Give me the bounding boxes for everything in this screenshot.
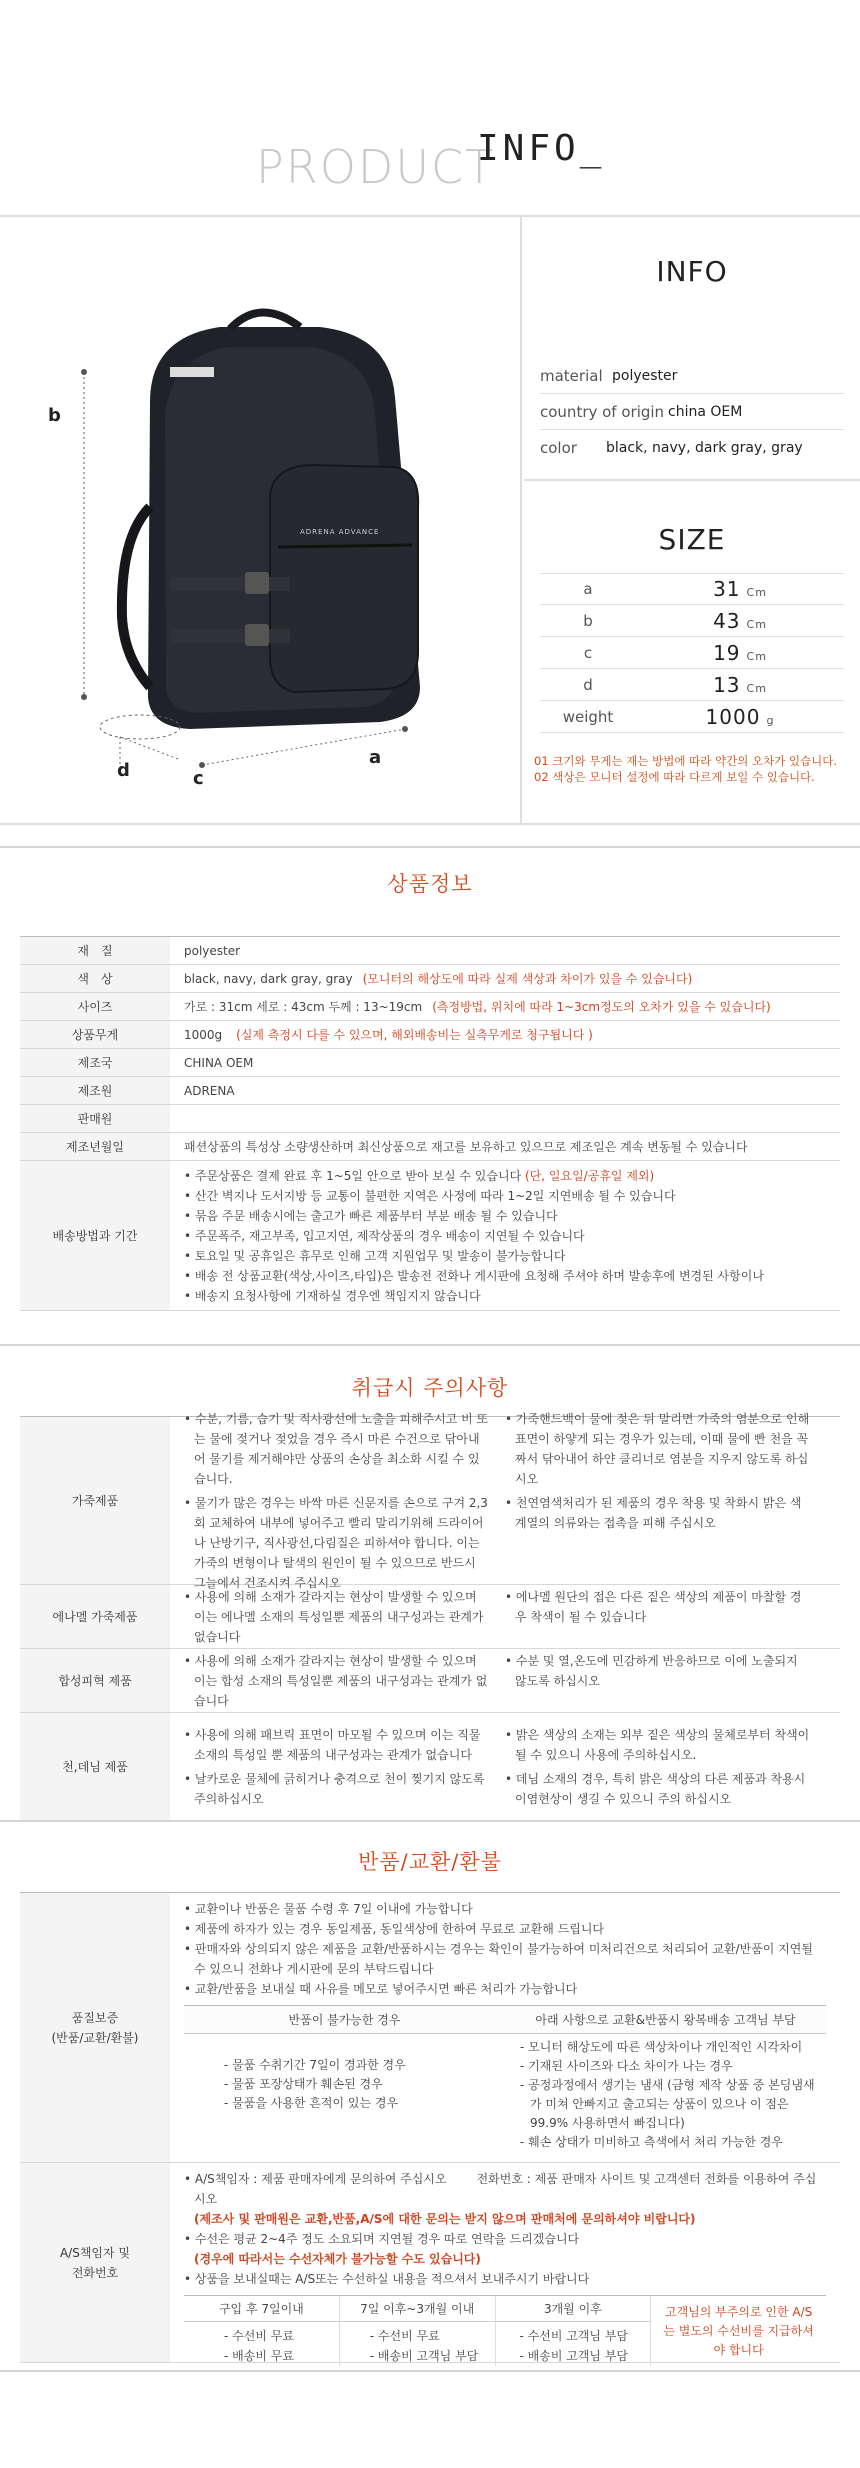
- care-item: • 수분, 기름, 습기 및 직사광선에 노출을 피해주시고 비 또는 물에 젖거나 젖었을 경우 즉시 마른 수건으로 닦아내어 물기를 제거해야만 상품의 손상을 최소화 시킬 수 있습니다.: [184, 1411, 489, 1486]
- refund-right-text: 공정과정에서 생기는 냄새 (금형 제작 상품 중 본딩냄새가 미쳐 안빠지고 출고되는 상품이 있으나 이 점은 99.9% 사용하면서 빠집니다): [528, 2078, 815, 2130]
- as-value: [170, 2163, 840, 2362]
- spec-text: ADRENA: [184, 1083, 235, 1098]
- care-col-left: [184, 1409, 505, 1593]
- as-col-body: - 수선비 무료 - 배송비 무료: [224, 2329, 294, 2363]
- care-item: • 에나멜 원단의 접은 다른 짙은 색상의 제품이 마찰할 경우 착색이 될 수 있습니다: [505, 1589, 802, 1624]
- spec-row: [20, 1105, 840, 1133]
- refund-item: • 교환이나 반품은 물품 수령 후 7일 이내에 가능합니다: [184, 1902, 473, 1916]
- shipping-text: 토요일 및 공휴일은 휴무로 인해 고객 지원업무 및 발송이 불가능합니다: [194, 1248, 566, 1263]
- size-row-a: [540, 573, 844, 605]
- size-value: [636, 673, 844, 697]
- care-value: [170, 1713, 840, 1820]
- spec-key: 색 상: [20, 965, 170, 992]
- header-product: PRODUCT: [256, 140, 496, 194]
- spec-text: black, navy, dark gray, gray: [184, 971, 353, 986]
- shipping-item: • 묶음 주문 배송시에는 출고가 빠른 제품부터 부분 배송 될 수 있습니다: [184, 1208, 558, 1223]
- size-note-1: 01 크기와 무게는 재는 방법에 따라 약간의 오차가 있습니다.: [534, 754, 838, 768]
- as-text: A/S책임자 : 제품 판매자에게 문의하여 주십시오: [194, 2172, 447, 2186]
- spec-row: [20, 993, 840, 1021]
- as-phone-text: 전화번호 : 제품 판매자 사이트 및 고객센터 전화를 이용하여 주십시오: [194, 2172, 817, 2206]
- refund-right-text: 기재된 사이즈와 다소 차이가 나는 경우: [528, 2059, 733, 2073]
- care-text: 사용에 의해 소재가 갈라지는 현상이 발생할 수 있으며 이는 합성 소재의 특성일뿐 제품의 내구성과는 관계가 없습니다: [194, 1653, 488, 1708]
- shipping-item: • 주문상품은 결제 완료 후 1~5일 안으로 받아 보실 수 있습니다 (단, 일요일/공휴일 제외): [184, 1168, 655, 1183]
- info-value: china OEM: [668, 403, 743, 420]
- as-item: • A/S책임자 : 제품 판매자에게 문의하여 주십시오 전화번호 : 제품 판매자 사이트 및 고객센터 전화를 이용하여 주십시오: [184, 2172, 817, 2206]
- as-text: 상품을 보내실때는 A/S또는 수선하실 내용을 적으셔서 보내주시기 바랍니다: [194, 2272, 590, 2286]
- refund-text: 판매자와 상의되지 않은 제품을 교환/반품하시는 경우는 확인이 불가능하여 미처리건으로 처리되어 교환/반품이 지연될 수 있으니 전화나 게시판에 문의 부탁드립니다: [194, 1942, 813, 1976]
- as-note: (경우에 따라서는 수선자체가 불가능할 수도 있습니다): [194, 2252, 481, 2266]
- size-row-c: [540, 637, 844, 669]
- size-note-2: 02 색상은 모니터 설정에 따라 다르게 보일 수 있습니다.: [534, 770, 815, 784]
- shipping-item: • 배송지 요청사항에 기재하실 경우엔 책임지지 않습니다: [184, 1288, 481, 1303]
- care-col-right: [505, 1587, 826, 1647]
- as-col-body: - 수선비 고객님 부담 - 배송비 고객님 부담: [519, 2329, 629, 2363]
- refund-left-text: 물품을 사용한 흔적이 있는 경우: [232, 2096, 399, 2110]
- care-text: 날카로운 물체에 긁히거나 충격으로 천이 찢기지 않도록 주의하십시오: [194, 1771, 485, 1806]
- care-table: [20, 1411, 840, 1821]
- size-key: a: [583, 580, 593, 598]
- shipping-text: 산간 벽지나 도서지방 등 교통이 불편한 지역은 사정에 따라 1~2일 지연배송 될 수 있습니다: [194, 1188, 676, 1203]
- size-title: SIZE: [658, 523, 726, 556]
- refund-row-quality: [20, 1893, 840, 2163]
- size-unit: Cm: [746, 586, 767, 599]
- spec-value: [170, 1077, 840, 1104]
- shipping-text: 주문폭주, 재고부족, 입고지연, 제작상품의 경우 배송이 지연될 수 있습니다: [194, 1228, 585, 1243]
- shipping-list: [170, 1161, 840, 1310]
- care-text: 에나멜 원단의 접은 다른 짙은 색상의 제품이 마찰할 경우 착색이 될 수 있습니다: [515, 1589, 802, 1624]
- bag-logo: ADRENA: [172, 362, 201, 369]
- as-warning: 고객님의 부주의로 인한 A/S는 별도의 수선비를 지급하셔야 합니다: [663, 2304, 814, 2357]
- refund-right-item: - 공정과정에서 생기는 냄새 (금형 제작 상품 중 본딩냄새가 미쳐 안빠지고 출고되는 상품이 있으나 이 점은 99.9% 사용하면서 빠집니다): [520, 2078, 815, 2130]
- spec-row: [20, 965, 840, 993]
- as-col-body: - 수선비 무료 - 배송비 고객님 부담: [369, 2329, 479, 2363]
- spec-value: [170, 1049, 840, 1076]
- care-item: • 수분 및 열,온도에 민감하게 반응하므로 이에 노출되지 않도록 하십시오: [505, 1653, 798, 1688]
- size-key: b: [583, 611, 593, 630]
- info-row-color: [540, 430, 844, 466]
- size-row-weight: [540, 701, 844, 733]
- care-col-left: [184, 1587, 505, 1647]
- shipping-note: (단, 일요일/공휴일 제외): [525, 1168, 655, 1183]
- refund-right-text: 훼손 상태가 미비하고 측색에서 처리 가능한 경우: [528, 2135, 783, 2149]
- page-header: [0, 0, 860, 215]
- dim-label-a: a: [369, 747, 382, 768]
- care-col-left: [184, 1725, 505, 1809]
- size-value: [636, 577, 844, 601]
- size-value: [636, 705, 844, 729]
- care-col-right: [505, 1409, 826, 1593]
- spec-value: [170, 1021, 840, 1048]
- care-value: [170, 1649, 840, 1712]
- care-columns: [170, 1715, 840, 1819]
- care-text: 사용에 의해 패브릭 표면이 마모될 수 있으며 이는 직물 소재의 특성일 뿐 제품의 내구성과는 관계가 없습니다: [194, 1727, 481, 1762]
- backpack-illustration: [0, 217, 522, 823]
- refund-subtable-header: [184, 2006, 826, 2034]
- refund-text: 교환/반품을 보내실 때 사유를 메모로 넣어주시면 빠른 처리가 가능합니다: [194, 1982, 578, 1996]
- spec-row: [20, 1077, 840, 1105]
- info-row-origin: [540, 394, 844, 430]
- dim-label-d: d: [117, 760, 130, 781]
- info-key: material: [540, 366, 603, 385]
- care-value: [170, 1411, 840, 1590]
- spec-note: (측정방법, 위치에 따라 1~3cm정도의 오차가 있을 수 있습니다): [432, 999, 771, 1014]
- refund-key: A/S책임자 및 전화번호: [20, 2163, 170, 2362]
- spec-row: [20, 1133, 840, 1161]
- care-col-left: [184, 1651, 505, 1711]
- shipping-text: 배송지 요청사항에 기재하실 경우엔 책임지지 않습니다: [194, 1288, 481, 1303]
- care-section: [0, 1348, 860, 1822]
- spec-key: 제조년월일: [20, 1133, 170, 1160]
- shipping-text: 묶음 주문 배송시에는 출고가 빠른 제품부터 부분 배송 될 수 있습니다: [194, 1208, 558, 1223]
- care-item: • 천연염색처리가 된 제품의 경우 착용 및 착화시 밝은 색 계열의 의류와는 접촉을 피해 주십시오: [505, 1495, 802, 1530]
- product-overview: [0, 215, 860, 825]
- care-title: 취급시 주의사항: [351, 1376, 509, 1400]
- as-cost-text: 수선비 무료: [232, 2329, 294, 2343]
- as-col-header: 3개월 이후: [496, 2296, 651, 2322]
- spec-value: [170, 1105, 840, 1132]
- spec-key: 사이즈: [20, 993, 170, 1020]
- info-key: country of origin: [540, 402, 665, 421]
- info-box: [524, 217, 860, 481]
- refund-header-right: 아래 사항으로 교환&반품시 왕복배송 고객님 부담: [535, 2012, 796, 2027]
- refund-value: [170, 1893, 840, 2162]
- refund-item: • 판매자와 상의되지 않은 제품을 교환/반품하시는 경우는 확인이 불가능하여 미처리건으로 처리되어 교환/반품이 지연될 수 있으니 전화나 게시판에 문의 부탁드립니다: [184, 1942, 813, 1976]
- care-text: 천연염색처리가 된 제품의 경우 착용 및 착화시 밝은 색 계열의 의류와는 접촉을 피해 주십시오: [515, 1495, 802, 1530]
- size-unit: Cm: [746, 681, 767, 695]
- spec-text: polyester: [184, 943, 241, 958]
- refund-item: • 교환/반품을 보내실 때 사유를 메모로 넣어주시면 빠른 처리가 가능합니다: [184, 1982, 578, 1996]
- refund-section: [0, 1822, 860, 2372]
- shipping-item: • 산간 벽지나 도서지방 등 교통이 불편한 지역은 사정에 따라 1~2일 지연배송 될 수 있습니다: [184, 1188, 676, 1203]
- as-col-3: [496, 2296, 652, 2366]
- info-key: color: [540, 439, 577, 457]
- shipping-item: • 토요일 및 공휴일은 휴무로 인해 고객 지원업무 및 발송이 불가능합니다: [184, 1248, 566, 1263]
- care-text: 밝은 색상의 소재는 외부 짙은 색상의 물체로부터 착색이 될 수 있으니 사용에 주의하십시오.: [515, 1727, 810, 1762]
- care-text: 수분, 기름, 습기 및 직사광선에 노출을 피해주시고 비 또는 물에 젖거나 젖었을 경우 즉시 마른 수건으로 닦아내어 물기를 제거해야만 상품의 손상을 최소화 시킬 수 있습니다.: [194, 1411, 489, 1486]
- spec-key: 상품무게: [20, 1021, 170, 1048]
- care-item: • 날카로운 물체에 긁히거나 충격으로 천이 찢기지 않도록 주의하십시오: [184, 1771, 485, 1806]
- care-item: • 사용에 의해 소재가 갈라지는 현상이 발생할 수 있으며 이는 에나멜 소재의 특성일뿐 제품의 내구성과는 관계가 없습니다: [184, 1589, 484, 1644]
- care-key: 합성피혁 제품: [20, 1649, 170, 1712]
- info-title: INFO: [656, 255, 728, 288]
- as-cost-text: 배송비 고객님 부담: [377, 2349, 479, 2363]
- refund-left-item: - 물품 포장상태가 훼손된 경우: [224, 2077, 383, 2091]
- shipping-text: 주문상품은 결제 완료 후 1~5일 안으로 받아 보실 수 있습니다: [194, 1168, 525, 1183]
- refund-key: 품질보증 (반품/교환/환불): [20, 1893, 170, 2162]
- size-unit: Cm: [746, 649, 767, 663]
- refund-text: 제품에 하자가 있는 경우 동일제품, 동일색상에 한하여 무료로 교환해 드립니다: [194, 1922, 604, 1936]
- as-item: • 수선은 평균 2~4주 정도 소요되며 지연될 경우 따로 연락을 드리겠습니다: [184, 2232, 580, 2246]
- shipping-text: 배송 전 상품교환(색상,사이즈,타입)은 발송전 전화나 게시판에 요청해 주셔야 하며 발송후에 변경된 사항이나: [194, 1268, 764, 1283]
- refund-text: 교환이나 반품은 물품 수령 후 7일 이내에 가능합니다: [194, 1902, 473, 1916]
- info-value: polyester: [612, 367, 678, 384]
- refund-title: 반품/교환/환불: [358, 1850, 502, 1874]
- size-number: 13: [713, 672, 741, 697]
- spec-value: [170, 993, 840, 1020]
- refund-right-text: 모니터 해상도에 따른 색상차이나 개인적인 시각차이: [528, 2040, 803, 2054]
- dim-label-c: c: [193, 768, 204, 789]
- spec-text: CHINA OEM: [184, 1055, 254, 1070]
- care-key: 에나멜 가죽제품: [20, 1585, 170, 1648]
- care-key: 천,데님 제품: [20, 1713, 170, 1820]
- care-col-right: [505, 1651, 826, 1711]
- spec-row-shipping: [20, 1161, 840, 1311]
- spec-key: 배송방법과 기간: [20, 1161, 170, 1310]
- size-unit: Cm: [746, 617, 767, 631]
- care-row: [20, 1713, 840, 1821]
- care-value: [170, 1585, 840, 1648]
- as-item: • 상품을 보내실때는 A/S또는 수선하실 내용을 적으셔서 보내주시기 바랍니다: [184, 2272, 590, 2286]
- refund-left-text: 물품 수취기간 7일이 경과한 경우: [232, 2058, 406, 2072]
- size-value: [636, 609, 844, 633]
- size-key: c: [583, 643, 593, 662]
- size-number: 31: [713, 577, 741, 601]
- care-text: 데님 소재의 경우, 특히 밝은 색상의 다른 제품과 착용시 이염현상이 생길 수 있으니 주의 하십시오: [515, 1771, 806, 1806]
- bag-brand-text: ADRENA ADVANCE: [300, 528, 380, 536]
- care-text: 가죽핸드백이 물에 젖은 뒤 말리면 가죽의 염분으로 인해 표면이 하얗게 되는 경우가 있는데, 이때 물에 빤 천을 꼭 짜서 닦아내어 하얀 클리너로 염분을 지우지 않도록 하십시오: [515, 1411, 810, 1486]
- refund-right-item: - 기재된 사이즈와 다소 차이가 나는 경우: [520, 2059, 733, 2073]
- as-cost-text: 수선비 고객님 부담: [527, 2329, 629, 2343]
- refund-header-left: 반품이 불가능한 경우: [288, 2012, 401, 2027]
- refund-left-list: [184, 2034, 520, 2152]
- as-col-1: [184, 2296, 340, 2366]
- spec-section: [0, 846, 860, 1346]
- size-row-b: [540, 605, 844, 637]
- refund-table: [20, 1892, 840, 2363]
- spec-text: 패션상품의 특성상 소량생산하며 최신상품으로 재고를 보유하고 있으므로 제조일은 계속 변동될 수 있습니다: [184, 1139, 748, 1154]
- spec-row: [20, 937, 840, 965]
- refund-left-item: - 물품 수취기간 7일이 경과한 경우: [224, 2058, 406, 2072]
- as-col-header: 7일 이후~3개월 이내: [340, 2296, 495, 2322]
- care-row: [20, 1649, 840, 1713]
- care-row: [20, 1411, 840, 1590]
- size-unit: g: [766, 713, 775, 727]
- size-key: d: [583, 675, 593, 694]
- spec-key: 제조원: [20, 1077, 170, 1104]
- spec-value: [170, 965, 840, 992]
- refund-right-list: [520, 2034, 826, 2152]
- as-cost-text: 수선비 무료: [377, 2329, 440, 2343]
- spec-key: 재 질: [20, 937, 170, 964]
- spec-key: 판매원: [20, 1105, 170, 1132]
- header-info: INFO_: [477, 128, 606, 169]
- care-key: 가죽제품: [20, 1417, 170, 1584]
- as-cost-text: 배송비 고객님 부담: [527, 2349, 629, 2363]
- spec-table: [20, 936, 840, 1311]
- care-item: • 물기가 많은 경우는 바싹 마른 신문지를 손으로 구겨 2,3회 교체하여 내부에 넣어주고 빨리 말리기위해 드라이어나 난방기구, 직사광선,다림질은 피하셔야 합니다. 이는 가죽의 변형이나 탈색의 원인이 될 수 있으므로 반드시 그늘에서 건조시켜 주십시오: [184, 1495, 488, 1590]
- info-row-material: [540, 358, 844, 394]
- size-key: weight: [562, 707, 614, 726]
- spec-text: 가로 : 31cm 세로 : 43cm 두께 : 13~19cm: [184, 999, 423, 1014]
- info-value: black, navy, dark gray, gray: [606, 440, 803, 456]
- care-columns: [170, 1641, 840, 1721]
- refund-subtable-body: [184, 2034, 826, 2152]
- care-text: 수분 및 열,온도에 민감하게 반응하므로 이에 노출되지 않도록 하십시오: [515, 1653, 798, 1688]
- spec-title: 상품정보: [387, 872, 473, 896]
- care-text: 물기가 많은 경우는 바싹 마른 신문지를 손으로 구겨 2,3회 교체하여 내부에 넣어주고 빨리 말리기위해 드라이어나 난방기구, 직사광선,다림질은 피하셔야 합니다. 이는 가죽의 변형이나 탈색의 원인이 될 수 있으므로 반드시 그늘에서 건조시켜 주십시오: [194, 1495, 488, 1590]
- care-col-right: [505, 1725, 826, 1809]
- product-photo: [0, 217, 522, 823]
- shipping-item: • 배송 전 상품교환(색상,사이즈,타입)은 발송전 전화나 게시판에 요청해 주셔야 하며 발송후에 변경된 사항이나: [184, 1268, 764, 1283]
- spec-row: [20, 1021, 840, 1049]
- refund-item: • 제품에 하자가 있는 경우 동일제품, 동일색상에 한하여 무료로 교환해 드립니다: [184, 1922, 604, 1936]
- refund-right-item: - 모니터 해상도에 따른 색상차이나 개인적인 시각차이: [520, 2040, 803, 2054]
- size-box: [524, 483, 860, 823]
- care-item: • 데님 소재의 경우, 특히 밝은 색상의 다른 제품과 착용시 이염현상이 생길 수 있으니 주의 하십시오: [505, 1771, 806, 1806]
- care-item: • 사용에 의해 패브릭 표면이 마모될 수 있으며 이는 직물 소재의 특성일 뿐 제품의 내구성과는 관계가 없습니다: [184, 1727, 481, 1762]
- care-text: 사용에 의해 소재가 갈라지는 현상이 발생할 수 있으며 이는 에나멜 소재의 특성일뿐 제품의 내구성과는 관계가 없습니다: [194, 1589, 484, 1644]
- spec-key: 제조국: [20, 1049, 170, 1076]
- dim-label-b: b: [48, 405, 61, 426]
- as-cost-text: 배송비 무료: [232, 2349, 294, 2363]
- as-col-2: [340, 2296, 496, 2366]
- as-note: (제조사 및 판매원은 교환,반품,A/S에 대한 문의는 받지 않으며 판매처에 문의하셔야 비랍니다): [194, 2212, 696, 2226]
- spec-row: [20, 1049, 840, 1077]
- care-item: • 가죽핸드백이 물에 젖은 뒤 말리면 가죽의 염분으로 인해 표면이 하얗게 되는 경우가 있는데, 이때 물에 빤 천을 꼭 짜서 닦아내어 하얀 클리너로 염분을 지우지 않도록 하십시오: [505, 1411, 810, 1486]
- refund-subtable: [184, 2005, 826, 2152]
- size-number: 43: [713, 608, 741, 633]
- care-row: [20, 1585, 840, 1649]
- care-item: • 밝은 색상의 소재는 외부 짙은 색상의 물체로부터 착색이 될 수 있으니 사용에 주의하십시오.: [505, 1727, 810, 1762]
- size-number: 19: [713, 640, 741, 665]
- refund-row-as: [20, 2163, 840, 2363]
- size-number: 1000: [705, 704, 761, 729]
- size-row-d: [540, 669, 844, 701]
- care-item: • 사용에 의해 소재가 갈라지는 현상이 발생할 수 있으며 이는 합성 소재의 특성일뿐 제품의 내구성과는 관계가 없습니다: [184, 1653, 488, 1708]
- size-value: [636, 641, 844, 665]
- spec-value: [170, 1133, 840, 1160]
- spec-note: (실제 측정시 다를 수 있으며, 해외배송비는 실측무게로 청구됩니다 ): [236, 1027, 593, 1042]
- refund-left-text: 물품 포장상태가 훼손된 경우: [232, 2077, 383, 2091]
- spec-note: (모니터의 해상도에 따라 실제 색상과 차이가 있을 수 있습니다): [362, 971, 693, 986]
- spec-value: [170, 937, 840, 964]
- refund-left-item: - 물품을 사용한 흔적이 있는 경우: [224, 2096, 399, 2110]
- shipping-item: • 주문폭주, 재고부족, 입고지연, 제작상품의 경우 배송이 지연될 수 있습니다: [184, 1228, 585, 1243]
- as-col-header: 구입 후 7일이내: [184, 2296, 339, 2322]
- as-text: 수선은 평균 2~4주 정도 소요되며 지연될 경우 따로 연락을 드리겠습니다: [194, 2232, 580, 2246]
- as-cost-table: [184, 2295, 826, 2366]
- care-columns: [170, 1399, 840, 1603]
- spec-text: 1000g: [184, 1027, 223, 1042]
- refund-right-item: - 훼손 상태가 미비하고 측색에서 처리 가능한 경우: [520, 2135, 783, 2149]
